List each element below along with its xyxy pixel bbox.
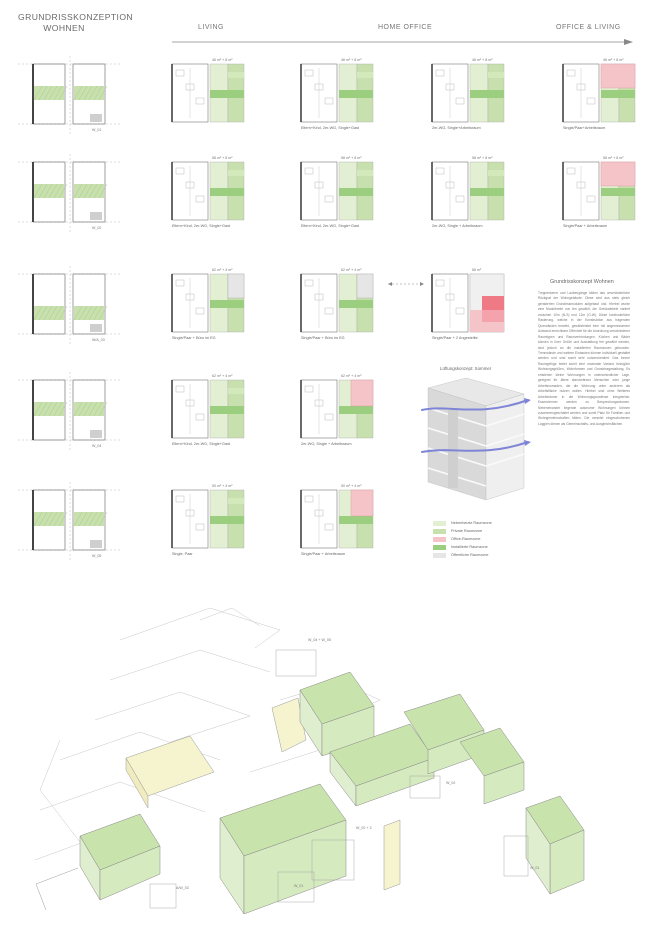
page-title-line1: GRUNDRISSKONZEPTION (18, 12, 134, 22)
concept-title: Grundrisskonzept Wohnen (550, 279, 614, 285)
plan-area-2-4: 58 m² + 8 m² (603, 156, 624, 160)
site-label-w02-3: W_02 + 3 (356, 826, 372, 830)
legend-label: Installierte Raumzone (451, 545, 488, 549)
legend-label: Office-Raumzone (451, 537, 481, 541)
plan-caption-2-3: 2er-WG, Single + Arbeitsraum (432, 224, 483, 228)
plan-area-5-1: 50 m² + 4 m² (212, 484, 233, 488)
plan-caption-1-3: 2er-WG, Single+Arbeitsraum (432, 126, 481, 130)
plan-area-2-3: 58 m² + 8 m² (472, 156, 493, 160)
plan-caption-1-2: Eltern+Kind, 2er-WG, Single+Gast (301, 126, 360, 130)
plan-caption-2-4: Single/Paar + Arbeitsraum (563, 224, 608, 228)
plan-caption-3-1: Single/Paar + Büro im EG (172, 336, 216, 340)
plan-area-4-2: 62 m² + 4 m² (341, 374, 362, 378)
plan-area-1-1: 46 m² + 8 m² (212, 58, 233, 62)
plan-caption-1-4: Single/Paar+Arbeitsraum (563, 126, 606, 130)
plan-caption-4-2: 2er-WG, Single + Arbeitsraum (301, 442, 352, 446)
plan-area-1-3: 46 m² + 8 m² (472, 58, 493, 62)
legend-label: Nebenheizte Raumzone (451, 521, 492, 525)
site-label-w01-b: W_01 (530, 866, 540, 870)
plan-area-1-4: 46 m² + 8 m² (603, 58, 624, 62)
legend-label: Öffentliche Raumzone (451, 553, 489, 557)
plan-area-3-1: 62 m² + 4 m² (212, 268, 233, 272)
type-label-4: W_04 (92, 444, 102, 448)
plan-area-3-2: 62 m² + 4 m² (341, 268, 362, 272)
plan-area-5-2: 50 m² + 4 m² (341, 484, 362, 488)
axis-label-office-living: OFFICE & LIVING (556, 24, 621, 31)
plan-area-4-1: 62 m² + 4 m² (212, 374, 233, 378)
legend-label: Private Raumzone (451, 529, 483, 533)
plan-caption-3-3: Single/Paar + 2 Angestellte (432, 336, 478, 340)
axis-label-living: LIVING (198, 24, 224, 31)
plan-caption-3-2: Single/Paar + Büro im EG (301, 336, 345, 340)
ventilation-title: Lüftungskonzept: Sommer (440, 366, 492, 371)
plan-caption-2-2: Eltern+Kind, 2er-WG, Single+Gast (301, 224, 360, 228)
concept-text: Treppenkerne und Laubengänge bilden das unveränderliche Rückgrat der Wohngebäude. Diese sind aus stets gleich gerasterten Grundrissmodulen aufgebaut und. Hierbei wurde eine Modulbreite von 6m gewählt, die Gebäudetiefe variiert zwischen 10m (N-S) und 12m (O-W). Diese kontinuierliche Rasterung, welche in der Konstruktion aus tragenden Querwänden besteht, gewährleistet eine mit angemessenem Aufwand erreichbare Offenheit für die Anordnung verschiedener Raumtypen und Raumverbindungen. Küchen und Bäder können in ihrer Größe und Ausstattung frei gewählt werden, sind jedoch an die installierten Raumzonen gebunden. Trennwände und weitere Einbauten können individuell gestaltet werden und sind somit sehr nutzerorientiert. Das innere Raumgefüge bietet somit eine maximale Varianz bezüglich Wohnungsgrößen, Wohnformen und Grundrissgestaltung. Es entstehen kleine Wohnungen in unterschiedlicher Lage, geeignet für ältere standorttreue Menschen oder junge Arbeitsnomaden, die die Wohnung unter anderem als Arbeitsfläche nutzen wollen. Hierbei sind ohne Weiteres Arbeitsräume in die Wohnungsgrundrisse integrierbar. Essenzimmer werden zu Besprechungsräumen. Nebeneinander liegende autonome Wohnungen können zusammengeschaltet werden und somit Platz für Familien und Wohngemeinschaften bilden. Die versetzt eingeschobenen Loggien dienen als Gemeinschafts- und Ausgleichsflächen. (538, 291, 630, 426)
plan-area-3-3: 66 m² (472, 268, 482, 272)
plan-caption-2-1: Eltern+Kind, 2er-WG, Single+Gast (172, 224, 231, 228)
axis-label-home-office: HOME OFFICE (378, 24, 433, 31)
site-label-w04-w05: W_04 + W_05 (308, 638, 331, 642)
type-label-5: W_05 (92, 554, 102, 558)
plan-area-2-1: 58 m² + 8 m² (212, 156, 233, 160)
plan-area-2-2: 58 m² + 8 m² (341, 156, 362, 160)
site-label-aw03: A/W_03 (176, 886, 189, 890)
site-label-w02: W_02 (446, 781, 456, 785)
page-title-line2: WOHNEN (43, 23, 85, 33)
plan-caption-5-1: Single, Paar (172, 552, 193, 556)
type-label-3: W/A_03 (92, 338, 105, 342)
site-label-w01-a: W_01 (294, 884, 304, 888)
plan-caption-5-2: Single/Paar + Arbeitsraum (301, 552, 346, 556)
type-label-2: W_02 (92, 226, 102, 230)
plan-caption-4-1: Eltern+Kind, 2er-WG, Single+Gast (172, 442, 231, 446)
type-label-1: W_01 (92, 128, 102, 132)
plan-area-1-2: 46 m² + 8 m² (341, 58, 362, 62)
